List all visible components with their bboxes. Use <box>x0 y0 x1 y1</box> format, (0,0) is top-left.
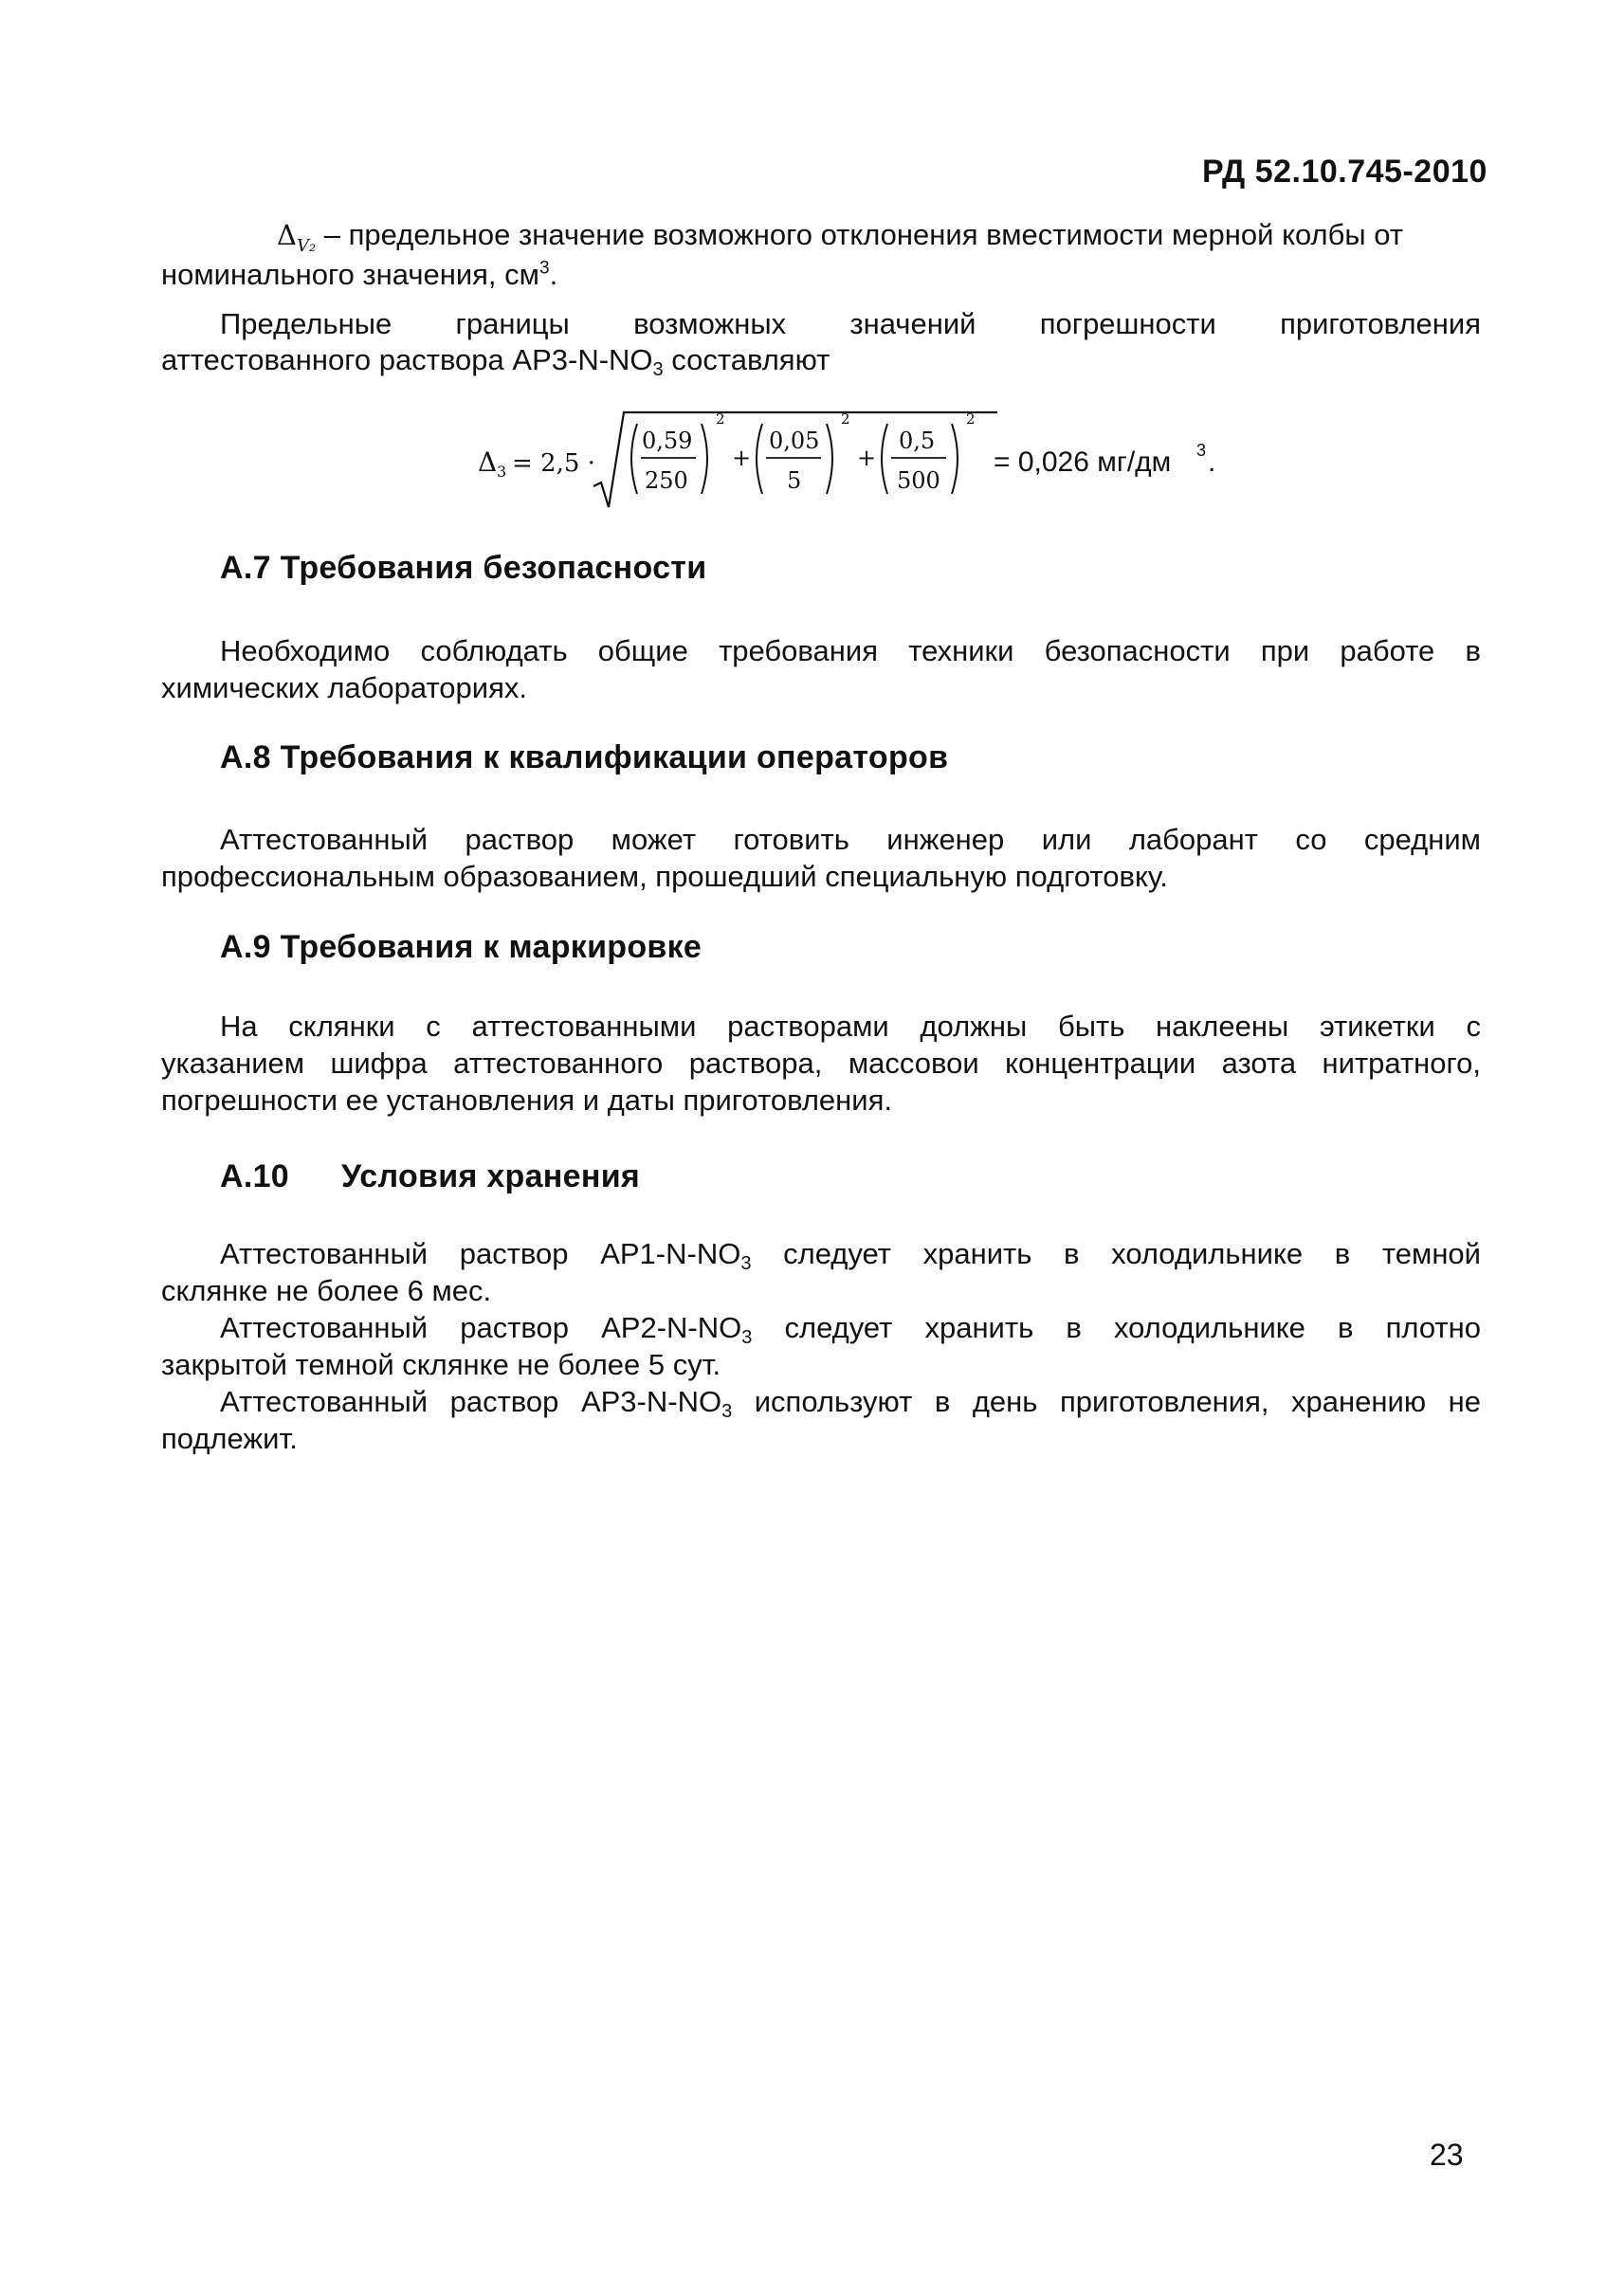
section-a8-title: Требования к квалификации операторов <box>280 739 949 775</box>
plus-2: + <box>857 445 877 471</box>
term1-power: 2 <box>716 410 725 428</box>
plus-1: + <box>732 445 752 471</box>
section-a7-line-1: Необходимо соблюдать общие требования техники безопасности при работе в <box>220 634 1481 667</box>
paren-right-1 <box>702 424 707 494</box>
formula-graphic <box>474 403 1251 517</box>
section-a7-title: Требования безопасности <box>280 550 707 586</box>
section-a9-heading: А.9 Требования к маркировке <box>220 929 703 965</box>
section-a9-title: Требования к маркировке <box>280 929 703 965</box>
term2-denominator: 5 <box>787 467 802 494</box>
error-formula <box>474 403 1251 517</box>
paren-left-2 <box>757 424 762 494</box>
term1-denominator: 250 <box>645 467 688 494</box>
section-a10-p2-line-2: закрытой темной склянке не более 5 сут. <box>161 1348 721 1381</box>
section-a8-line-2: профессиональным образованием, прошедший специальную подготовку. <box>161 860 1168 893</box>
term3-denominator: 500 <box>897 467 940 494</box>
paren-left-1 <box>631 424 637 494</box>
formula-result-end: . <box>1208 446 1216 478</box>
limits-line-2: аттестованного раствора $АР3-N-NO_3$ составляют <box>161 343 830 380</box>
section-a10-p3-line-2: подлежит. <box>161 1422 298 1455</box>
document-code: РД 52.10.745-2010 <box>1202 154 1487 190</box>
section-a9-line-1: На склянки с аттестованными растворами должны быть наклеены этикетки с <box>220 1010 1481 1043</box>
paren-left-3 <box>882 424 887 494</box>
section-a8-line-1: Аттестованный раствор может готовить инженер или лаборант со средним <box>220 823 1481 856</box>
section-a10-heading: А.10 Условия хранения <box>220 1158 641 1194</box>
section-a10-p3-line-1: Аттестованный раствор $АР3-N-NO_3$ используют в день приготовления, хранению не <box>220 1385 1481 1422</box>
delta-definition-text: – предельное значение возможного отклонения вместимости мерной колбы от <box>323 218 1404 251</box>
section-a9-line-3: погрешности ее установления и даты приготовления. <box>161 1084 893 1117</box>
term2-numerator: 0,05 <box>769 428 820 454</box>
section-a10-p1-line-2: склянке не более 6 мес. <box>161 1274 492 1307</box>
section-a10-title: Условия хранения <box>341 1158 641 1194</box>
formula-lhs-sub: 3 <box>497 463 507 481</box>
section-a7-line-2: химических лабораториях. <box>161 671 528 704</box>
term3-power: 2 <box>966 410 976 428</box>
term3-numerator: 0,5 <box>899 428 936 454</box>
delta-definition-cont: номинального значения, $см^3$. <box>161 258 558 291</box>
paren-right-2 <box>827 424 832 494</box>
formula-result: = 0,026 мг/дм <box>994 446 1172 478</box>
formula-result-sup: 3 <box>1196 441 1207 460</box>
section-a9-line-2: указанием шифра аттестованного раствора, массовои концентрации азота нитратного, <box>161 1047 1481 1080</box>
section-a10-p2-line-1: Аттестованный раствор $АР2-N-NO_3$ следует хранить в холодильнике в плотно <box>220 1311 1481 1348</box>
formula-lhs: Δ <box>478 446 498 478</box>
section-a8-heading: А.8 Требования к квалификации операторов <box>220 739 949 775</box>
term2-power: 2 <box>841 410 850 428</box>
term1-numerator: 0,59 <box>642 428 693 454</box>
page-number: 23 <box>1430 2138 1464 2172</box>
section-a7-heading: А.7 Требования безопасности <box>220 550 707 586</box>
formula-coefficient: = 2,5 · <box>512 449 595 478</box>
section-a10-p1-line-1: Аттестованный раствор $АР1-N-NO_3$ следует хранить в холодильнике в темной <box>220 1237 1481 1274</box>
limits-line-1: Предельные границы возможных значений погрешности приготовления <box>220 307 1481 340</box>
paren-right-3 <box>952 424 958 494</box>
delta-symbol: $\Delta_{V_2}$ <box>277 219 317 256</box>
